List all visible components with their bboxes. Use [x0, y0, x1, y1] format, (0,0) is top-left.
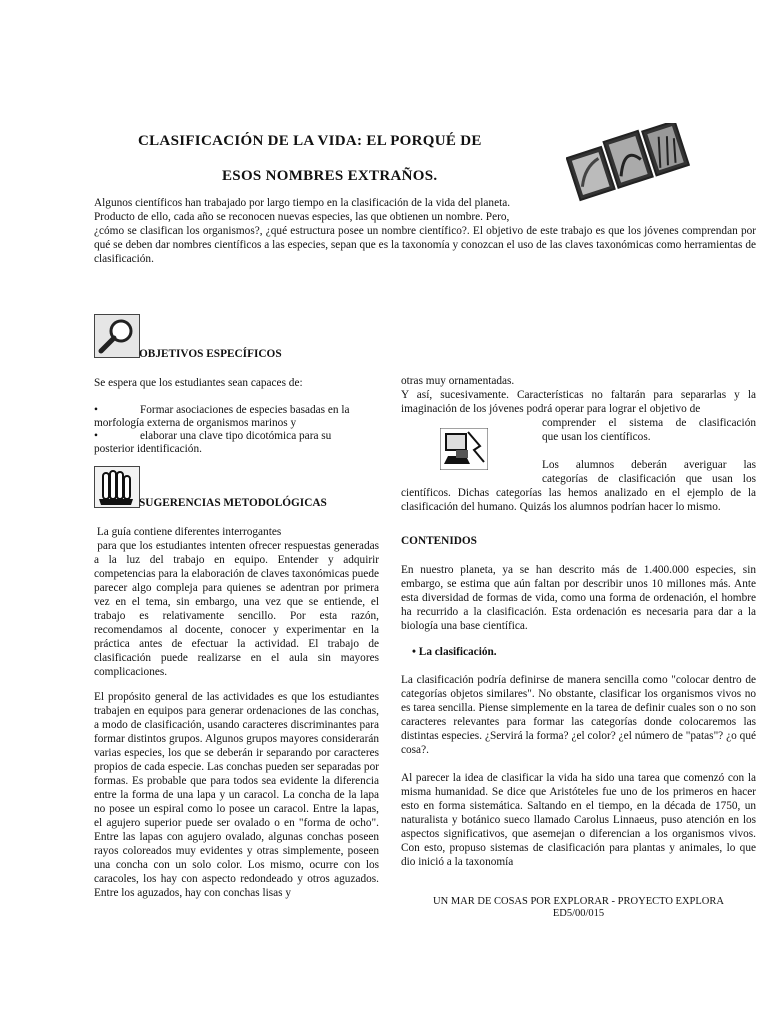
objetivos-heading: OBJETIVOS ESPECÍFICOS — [139, 348, 282, 360]
bullet-2-rest: posterior identificación. — [94, 443, 202, 455]
hand-icon — [94, 466, 140, 508]
sugerencias-heading: SUGERENCIAS METODOLÓGICAS — [139, 497, 327, 509]
intro-line-2: Producto de ello, cada año se reconocen nuevas especies, las que obtienen un nombre. Pero, — [94, 211, 510, 223]
magnifier-icon — [94, 314, 140, 358]
bullet-2-first: elaborar una clave tipo dicotómica para su — [140, 430, 332, 442]
beside-icon-line-2: que usan los científicos. — [542, 431, 651, 443]
contenidos-heading: CONTENIDOS — [401, 535, 477, 547]
bullet-mark-2: • — [94, 430, 98, 442]
bullet-1-first: Formar asociaciones de especies basadas en la — [140, 404, 350, 416]
alumnos-line-1: Los alumnos deberán averiguar las — [542, 459, 756, 471]
footer-line-2: ED5/00/015 — [552, 908, 605, 919]
clasificacion-paragraph-2: Al parecer la idea de clasificar la vida ha sido una tarea que comenzó con la misma humanidad. Se dice que Aristóteles fue uno de los primeros en hacer esto en forma sistemática. Saltando en el tiempo, en la década de 1750, un naturalista y botánico sueco llamado Carolus Linnaeus, puso atención en los aspectos significativos, que asemejan o diferencian a los organismos vivos. Con esto, propuso sistemas de clasificación para plantas y animales, lo que dio inició a la taxonomía — [401, 772, 756, 868]
intro-paragraph: ¿cómo se clasifican los organismos?, ¿qué estructura posee un nombre científico?. El objetivo de este trabajo es que los jóvenes comprendan por qué se deben dar nombres científicos a las especies, sepan que es la taxonomía y conozcan el uso de las claves taxonómicas como herramientas de clasificación. — [94, 225, 756, 265]
page-title-line1: CLASIFICACIÓN DE LA VIDA: EL PORQUÉ DE — [138, 133, 482, 149]
alumnos-line-2: categorías de clasificación que usan los — [542, 473, 756, 485]
continuation-paragraph: Y así, sucesivamente. Características no faltarán para separarlas y la imaginación de los jóvenes podrá operar para lograr el objetivo de — [401, 389, 756, 415]
continuation-line: otras muy ornamentadas. — [401, 375, 515, 387]
explora-emblem-icon — [566, 123, 694, 207]
alumnos-paragraph: científicos. Dichas categorías las hemos analizado en el ejemplo de la clasificación del humano. Quizás los alumnos podrían hacer lo mismo. — [401, 487, 756, 513]
bullet-mark-1: • — [94, 404, 98, 416]
footer-line-1: UN MAR DE COSAS POR EXPLORAR - PROYECTO EXPLORA — [433, 896, 724, 907]
bullet-1-rest: morfología externa de organismos marinos y — [94, 417, 297, 429]
computer-icon — [440, 428, 488, 470]
objetivos-intro: Se espera que los estudiantes sean capaces de: — [94, 377, 303, 389]
sugerencias-line1: La guía contiene diferentes interrogantes — [94, 526, 282, 538]
sugerencias-paragraph-2: El propósito general de las actividades es que los estudiantes trabajen en equipos para generar ordenaciones de las conchas, a modo de clasificación, usando caracteres discriminantes para formar distintos grupos. Algunos grupos mayores considerarán varias especies, los que se deberán ir separando por caracteres propios de cada especie. Las conchas pueden ser separadas por formas. Es probable que para todos sea evidente la diferencia entre la forma de una lapa y un caracol. La concha de la lapa no posee un espiral como lo posee un caracol. Entre la lapas, el agujero superior puede ser ovalado o en "forma de ocho". Entre las lapas con agujero ovalado, algunas conchas poseen rayos coloreados muy evidentes y otras simplemente, poseen una concha con un solo color. Los mismo, ocurre con los caracoles, los hay con aspecto redondeado y otros aguzados. Entre los aguzados, hay con conchas lisas y — [94, 691, 379, 899]
beside-icon-line-1: comprender el sistema de clasificación — [542, 417, 756, 429]
sugerencias-paragraph-1: para que los estudiantes intenten ofrecer respuestas generadas a la luz del trabajo en equipo. Entender y adquirir competencias para la elaboración de claves taxonómicas puede parecer algo compleja para quienes se adentran por primera vez en el tema, sin embargo, una vez que se entiende, el trabajo es relativamente sencillo. Por esta razón, recomendamos al docente, conocer y experimentar en la práctica antes de efectuar la actividad. El trabajo de clasificación puede realizarse en el aula sin mayores complicaciones. — [94, 540, 382, 678]
intro-line-1: Algunos científicos han trabajado por largo tiempo en la clasificación de la vida del planeta. — [94, 197, 511, 209]
contenidos-paragraph: En nuestro planeta, ya se han descrito más de 1.400.000 especies, sin embargo, se estima que aún faltan por describir unos 10 millones más. Ante esta diversidad de formas de vida, como una forma de ordenación, el hombre ha recurrido a la clasificación. Esta ordenación es necesaria para dar a la biología una base científica. — [401, 564, 756, 632]
clasificacion-heading: • La clasificación. — [412, 646, 497, 658]
clasificacion-paragraph-1: La clasificación podría definirse de manera sencilla como "colocar dentro de categorías objetos similares". No obstante, clasificar los organismos vivos no es tarea sencilla. Piense simplemente en la tarea de definir cuales son o no son caracteres relevantes para formar las categorías donde colocaremos las distintas especies. ¿Servirá la forma? ¿el color? ¿el número de "patas"? ¿o qué cosa?. — [401, 674, 756, 756]
page-title-line2: ESOS NOMBRES EXTRAÑOS. — [222, 168, 438, 184]
